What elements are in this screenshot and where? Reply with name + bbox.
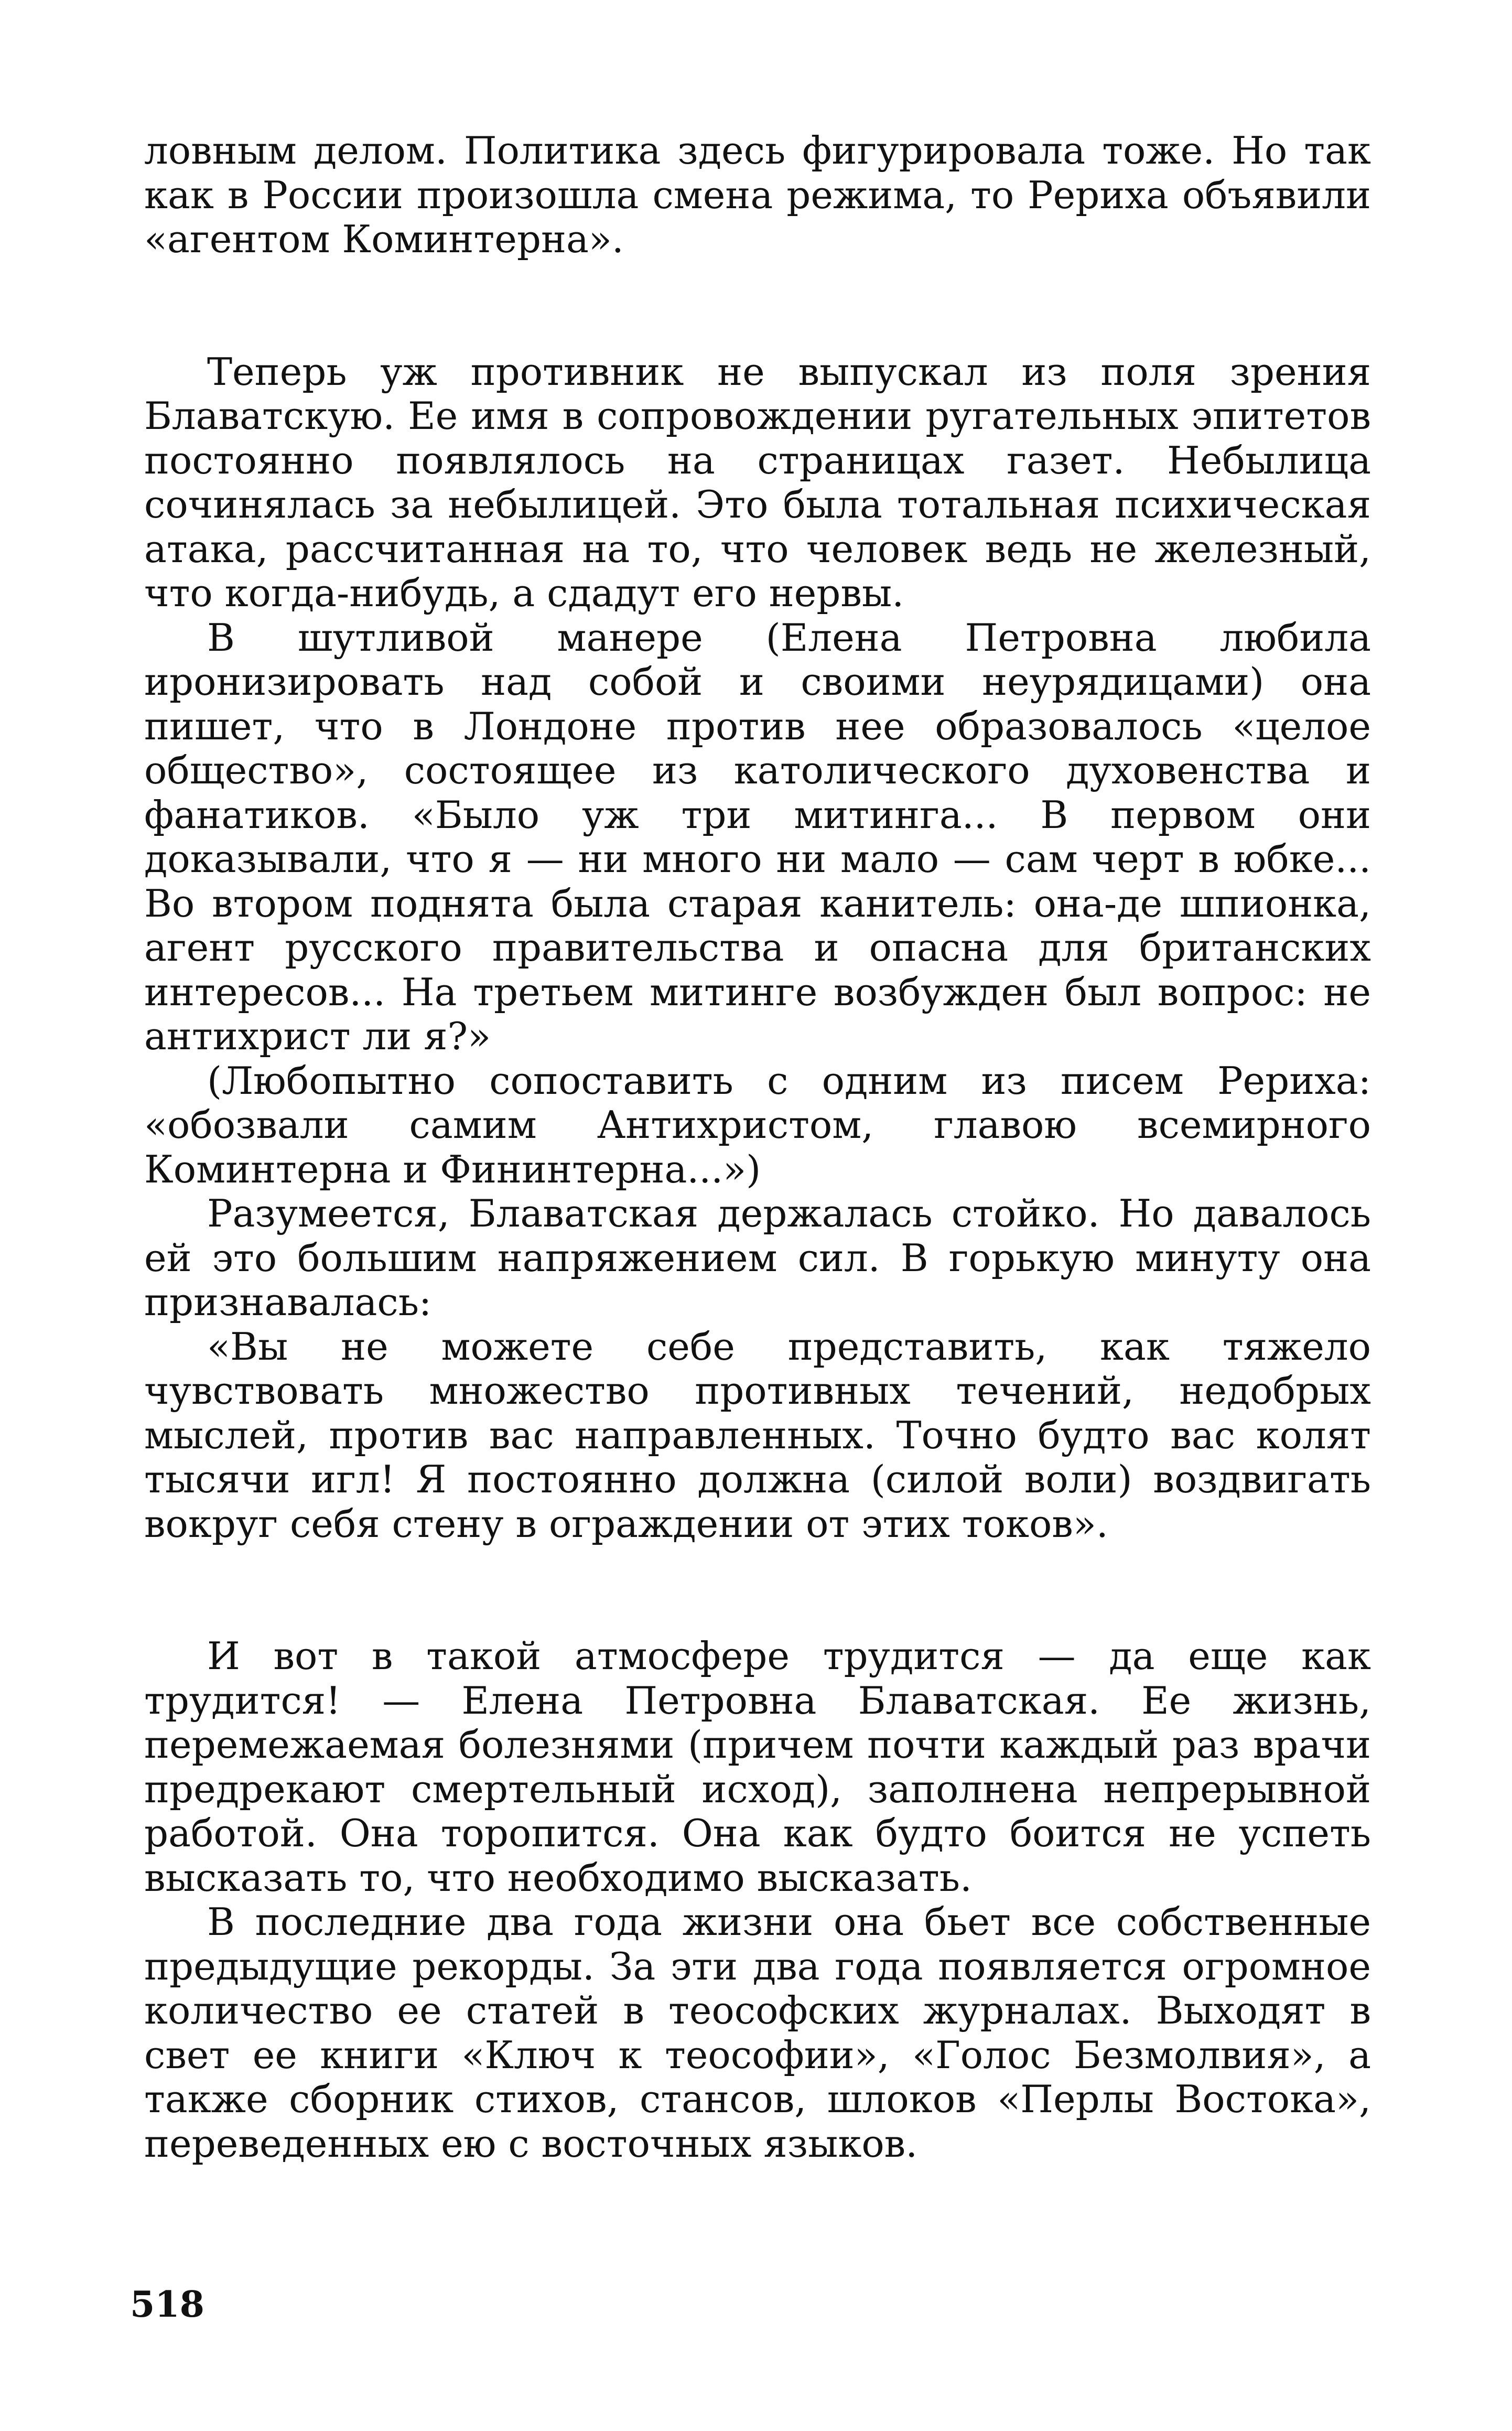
paragraph-roerich-letter: (Любопытно сопоставить с одним из писем Рериха: «обозвали самим Антихристом, главою всемирного Коминтерна и Фининтерна...») [144,1058,1371,1191]
section-break [144,262,1371,350]
paragraph-steadfast: Разумеется, Блаватская держалась стойко. Но давалось ей это большим напряжением сил. В горькую минуту она признавалась: [144,1191,1371,1324]
page-number: 518 [130,2284,204,2326]
paragraph-quote: «Вы не можете себе представить, как тяжело чувствовать множество противных течений, недобрых мыслей, против вас направленных. Точно будто вас колят тысячи игл! Я постоянно должна (силой воли) воздвигать вокруг себя стену в ограждении от этих токов». [144,1324,1371,1546]
paragraph-opponent: Теперь уж противник не выпускал из поля зрения Блаватскую. Ее имя в сопровождении ругательных эпитетов постоянно появлялось на страницах газет. Небылица сочинялась за небылицей. Это была тотальная психическая атака, рассчитанная на то, что человек ведь не железный, что когда-нибудь, а сдадут его нервы. [144,349,1371,615]
paragraph-work: И вот в такой атмосфере трудится — да еще как трудится! — Елена Петровна Блаватская. Ее жизнь, перемежаемая болезнями (причем почти каждый раз врачи предрекают смертельный исход), заполнена непрерывной работой. Она торопится. Она как будто боится не успеть высказать то, что необходимо высказать. [144,1634,1371,1900]
page-body [144,128,1371,2166]
paragraph-records: В последние два года жизни она бьет все собственные предыдущие рекорды. За эти два года появляется огромное количество ее статей в теософских журналах. Выходят в свет ее книги «Ключ к теософии», «Голос Безмолвия», а также сборник стихов, стансов, шлоков «Перлы Востока», переведенных ею с восточных языков. [144,1900,1371,2166]
paragraph-society: В шутливой манере (Елена Петровна любила иронизировать над собой и своими неурядицами) она пишет, что в Лондоне против нее образовалось «целое общество», состоящее из католического духовенства и фанатиков. «Было уж три митинга... В первом они доказывали, что я — ни много ни мало — сам черт в юбке... Во втором поднята была старая канитель: она-де шпионка, агент русского правительства и опасна для британских интересов... На третьем митинге возбужден был вопрос: не антихрист ли я?» [144,615,1371,1058]
paragraph-continuation: ловным делом. Политика здесь фигурировала тоже. Но так как в России произошла смена режима, то Рериха объявили «агентом Коминтерна». [144,128,1371,261]
section-break [144,1546,1371,1634]
